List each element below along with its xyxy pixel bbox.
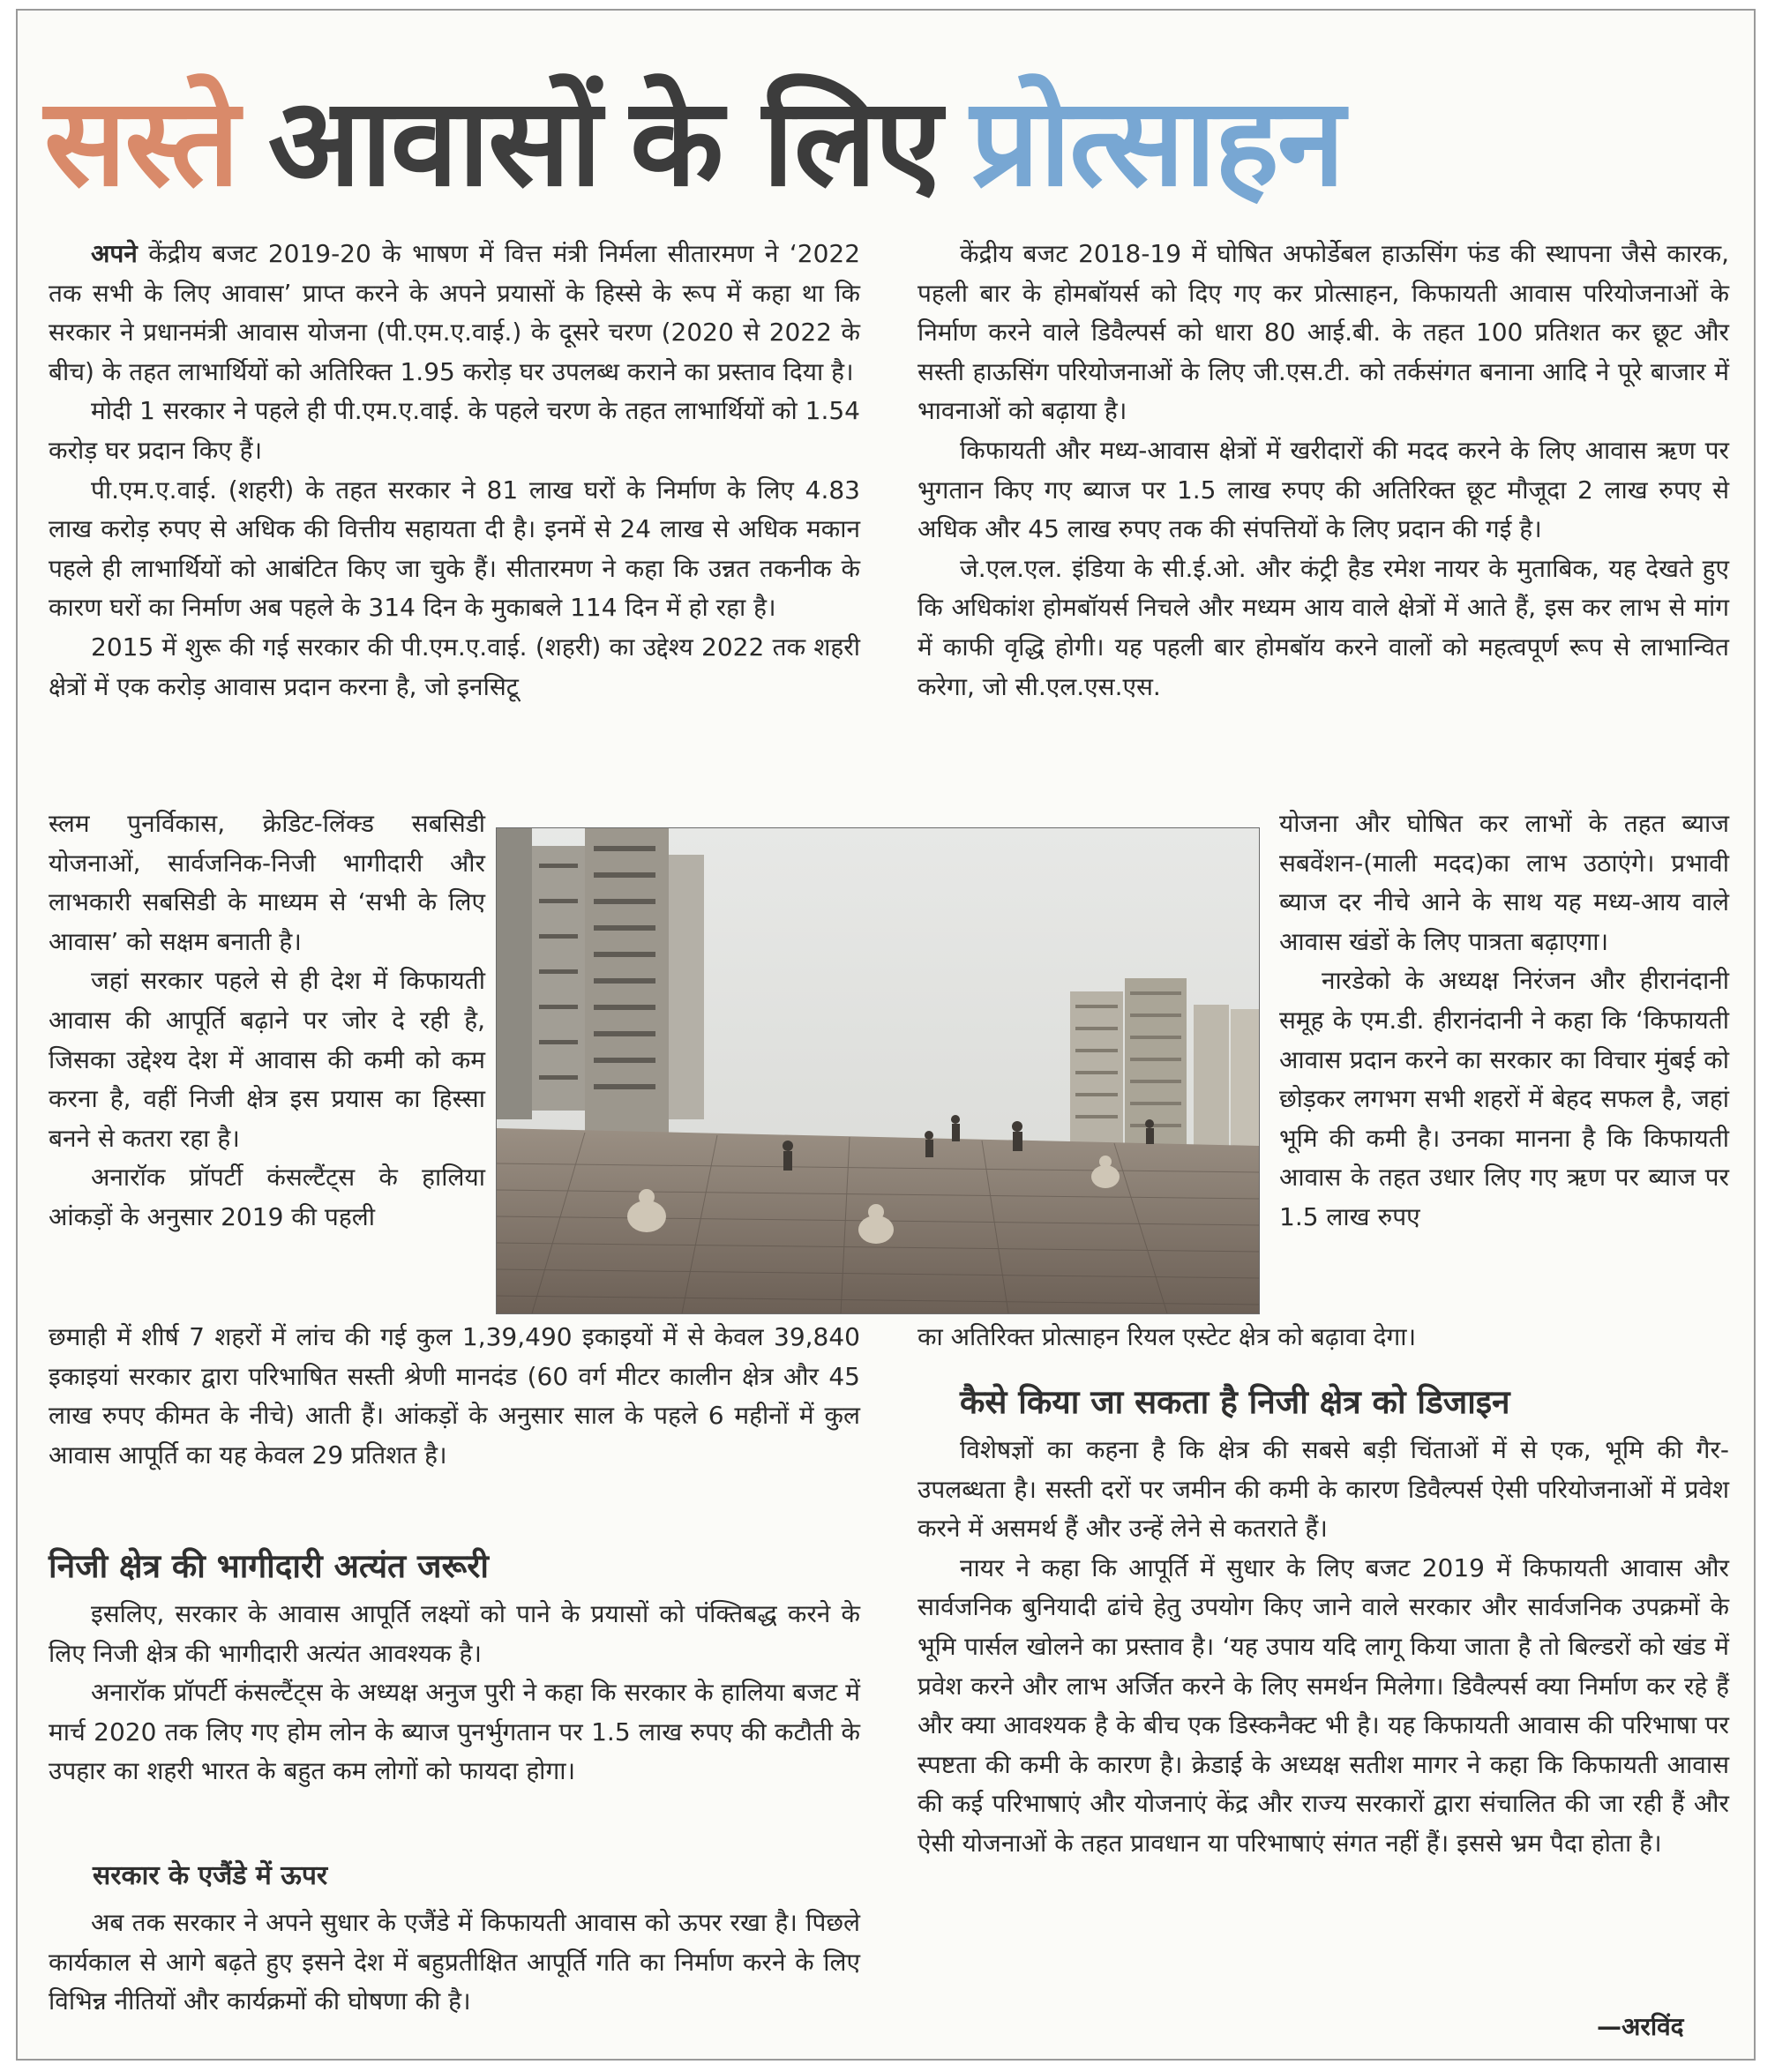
paragraph: अब तक सरकार ने अपने सुधार के एजैंडे में किफायती आवास को ऊपर रखा है। पिछले कार्यकाल से आगे बढ़ते हुए इसने देश में बहुप्रतीक्षित आपूर्ति गति का निर्माण करने के लिए विभिन्न नीतियों और कार्यक्रमों की घोषणा की है। bbox=[49, 1908, 860, 2016]
headline-word-ke-liye: के लिए bbox=[630, 71, 940, 213]
construction-site-photo bbox=[496, 827, 1260, 1314]
left-column-continued bbox=[49, 1318, 860, 1475]
paragraph: मोदी 1 सरकार ने पहले ही पी.एम.ए.वाई. के पहले चरण के तहत लाभार्थियों को 1.54 करोड़ घर प्रदान किए हैं। bbox=[49, 396, 860, 465]
paragraph: नारडेको के अध्यक्ष निरंजन और हीरानंदानी समूह के एम.डी. हीरानंदानी ने कहा कि ‘किफायती आवास प्रदान करने का सरकार का विचार मुंबई को छोड़कर लगभग सभी शहरों में बेहद सफल है, जहां भूमि की कमी है। उनका मानना है कि किफायती आवास के तहत उधार लिए गए ऋण पर ब्याज पर 1.5 लाख रुपए bbox=[1279, 966, 1729, 1231]
paragraph: जहां सरकार पहले से ही देश में किफायती आवास की आपूर्ति बढ़ाने पर जोर दे रही है, जिसका उद्देश्य देश में आवास की कमी को कम करना है, वहीं निजी क्षेत्र इस प्रयास का हिस्सा बनने से कतरा रहा है। bbox=[49, 966, 485, 1153]
paragraph: 2015 में शुरू की गई सरकार की पी.एम.ए.वाई. (शहरी) का उद्देश्य 2022 तक शहरी क्षेत्रों में एक करोड़ आवास प्रदान करना है, जो इनसिटू bbox=[49, 632, 860, 701]
left-column-section-3 bbox=[49, 1904, 860, 2022]
right-wrap-column bbox=[1279, 804, 1729, 1238]
paragraph: विशेषज्ञों का कहना है कि क्षेत्र की सबसे बड़ी चिंताओं में से एक, भूमि की गैर-उपलब्धता है। सस्ती दरों पर जमीन की कमी के कारण डिवैल्पर्स ऐसी परियोजनाओं में प्रवेश करने में असमर्थ हैं और उन्हें लेने से कतराते हैं। bbox=[917, 1435, 1729, 1544]
right-column-continued bbox=[917, 1318, 1729, 1358]
right-column-section-2 bbox=[917, 1431, 1729, 1864]
paragraph: किफायती और मध्य-आवास क्षेत्रों में खरीदारों की मदद करने के लिए आवास ऋण पर भुगतान किए गए ब्याज पर 1.5 लाख रुपए की अतिरिक्त छूट मौजूदा 2 लाख रुपए से अधिक और 45 लाख रुपए तक की संपत्तियों के लिए प्रदान की गई है। bbox=[917, 435, 1729, 544]
paragraph: इसलिए, सरकार के आवास आपूर्ति लक्ष्यों को पाने के प्रयासों को पंक्तिबद्ध करने के लिए निजी क्षेत्र की भागीदारी अत्यंत आवश्यक है। bbox=[49, 1599, 860, 1668]
lead-word: अपने bbox=[91, 239, 138, 268]
paragraph bbox=[49, 235, 860, 392]
paragraph: नायर ने कहा कि आपूर्ति में सुधार के लिए बजट 2019 में किफायती आवास और सार्वजनिक बुनियादी ढांचे हेतु उपयोग किए जाने वाले सरकार और सार्वजनिक उपक्रमों के भूमि पार्सल खोलने का प्रस्ताव है। ‘यह उपाय यदि लागू किया जाता है तो बिल्डरों को खंड में प्रवेश करने और लाभ अर्जित करने के लिए समर्थन मिलेगा। डिवैल्पर्स क्या निर्माण कर रहे हैं और क्या आवश्यक है के बीच एक डिस्कनैक्ट भी है। यह किफायती आवास की परिभाषा पर स्पष्टता की कमी के कारण है। क्रेडाई के अध्यक्ष सतीश मागर ने कहा कि किफायती आवास की कई परिभाषाएं और योजनाएं केंद्र और राज्य सरकारों द्वारा संचालित की जा रही हैं और ऐसी योजनाओं के तहत प्रावधान या परिभाषाएं संगत नहीं हैं। इससे भ्रम पैदा होता है। bbox=[917, 1552, 1729, 1858]
paragraph-continued: का अतिरिक्त प्रोत्साहन रियल एस्टेट क्षेत्र को बढ़ावा देगा। bbox=[917, 1322, 1417, 1351]
headline bbox=[44, 55, 1720, 231]
paragraph: पी.एम.ए.वाई. (शहरी) के तहत सरकार ने 81 लाख घरों के निर्माण के लिए 4.83 लाख करोड़ रुपए से अधिक की वित्तीय सहायता दी है। इनमें से 24 लाख से अधिक मकान पहले ही लाभार्थियों को आबंटित किए जा चुके हैं। सीतारमण ने कहा कि उन्नत तकनीक के कारण घरों का निर्माण अब पहले के 314 दिन के मुकाबले 114 दिन में हो रहा है। bbox=[49, 475, 860, 623]
paragraph: अनारॉक प्रॉपर्टी कंसल्टैंट्स के अध्यक्ष अनुज पुरी ने कहा कि सरकार के हालिया बजट में मार्च 2020 तक लिए गए होम लोन के ब्याज पुनर्भुगतान पर 1.5 लाख रुपए की कटौती के उपहार का शहरी भारत के बहुत कम लोगों को फायदा होगा। bbox=[49, 1678, 860, 1786]
right-column-top bbox=[917, 235, 1729, 707]
left-wrap-column bbox=[49, 804, 485, 1238]
paragraph: जे.एल.एल. इंडिया के सी.ई.ओ. और कंट्री हैड रमेश नायर के मुताबिक, यह देखते हुए कि अधिकांश होमबॉयर्स निचले और मध्यम आय वाले क्षेत्रों में आते हैं, इस कर लाभ से मांग में काफी वृद्धि होगी। यह पहली बार होमबॉय करने वालों को महत्वपूर्ण रूप से लाभान्वित करेगा, जो सी.एल.एस.एस. bbox=[917, 553, 1729, 701]
paragraph-text: केंद्रीय बजट 2019-20 के भाषण में वित्त मंत्री निर्मला सीतारमण ने ‘2022 तक सभी के लिए आवास’ प्राप्त करने के अपने प्रयासों के हिस्से के रूप में कहा था कि सरकार ने प्रधानमंत्री आवास योजना (पी.एम.ए.वाई.) के दूसरे चरण (2020 से 2022 के बीच) के तहत लाभार्थियों को अतिरिक्त 1.95 करोड़ घर उपलब्ध कराने का प्रस्ताव दिया है। bbox=[49, 239, 861, 386]
paragraph-continued: स्लम पुनर्विकास, क्रेडिट-लिंक्ड सबसिडी योजनाओं, सार्वजनिक-निजी भागीदारी और लाभकारी सबसिडी के माध्यम से ‘सभी के लिए आवास’ को सक्षम बनाती है। bbox=[49, 809, 485, 956]
paragraph-continued: छमाही में शीर्ष 7 शहरों में लांच की गई कुल 1,39,490 इकाइयों में से केवल 39,840 इकाइयां सरकार द्वारा परिभाषित सस्ती श्रेणी मानदंड (60 वर्ग मीटर कालीन क्षेत्र और 45 लाख रुपए कीमत के नीचे) आती हैं। आंकड़ों के अनुसार साल के पहले 6 महीनों में कुल आवास आपूर्ति का यह केवल 29 प्रतिशत है। bbox=[49, 1322, 860, 1470]
author-byline: —अरविंद bbox=[1597, 2012, 1684, 2041]
left-column-section-2 bbox=[49, 1595, 860, 1791]
left-column-top bbox=[49, 235, 860, 707]
paragraph: अनारॉक प्रॉपर्टी कंसल्टैंट्स के हालिया आंकड़ों के अनुसार 2019 की पहली bbox=[49, 1163, 485, 1231]
paragraph-continued: योजना और घोषित कर लाभों के तहत ब्याज सबवेंशन-(माली मदद)का लाभ उठाएंगे। प्रभावी ब्याज दर नीचे आने के साथ यह मध्य-आय वाले आवास खंडों के लिए पात्रता बढ़ाएगा। bbox=[1279, 809, 1729, 956]
headline-word-protsahan: प्रोत्साहन bbox=[970, 71, 1344, 213]
subheading-private-sector-participation: निजी क्षेत्र की भागीदारी अत्यंत जरूरी bbox=[49, 1547, 489, 1585]
subheading-government-agenda: सरकार के एजैंडे में ऊपर bbox=[93, 1860, 328, 1891]
headline-word-awason: आवासों bbox=[267, 71, 601, 213]
headline-word-sasate: सस्ते bbox=[44, 71, 238, 213]
subheading-private-sector-design: कैसे किया जा सकता है निजी क्षेत्र को डिजाइन bbox=[960, 1383, 1510, 1421]
paragraph: केंद्रीय बजट 2018-19 में घोषित अफोर्डेबल हाऊसिंग फंड की स्थापना जैसे कारक, पहली बार के होमबॉयर्स को दिए गए कर प्रोत्साहन, किफायती आवास परियोजनाओं के निर्माण करने वाले डिवैल्पर्स को धारा 80 आई.बी. के तहत 100 प्रतिशत कर छूट और सस्ती हाऊसिंग परियोजनाओं के लिए जी.एस.टी. को तर्कसंगत बनाना आदि ने पूरे बाजार में भावनाओं को बढ़ाया है। bbox=[917, 239, 1729, 426]
